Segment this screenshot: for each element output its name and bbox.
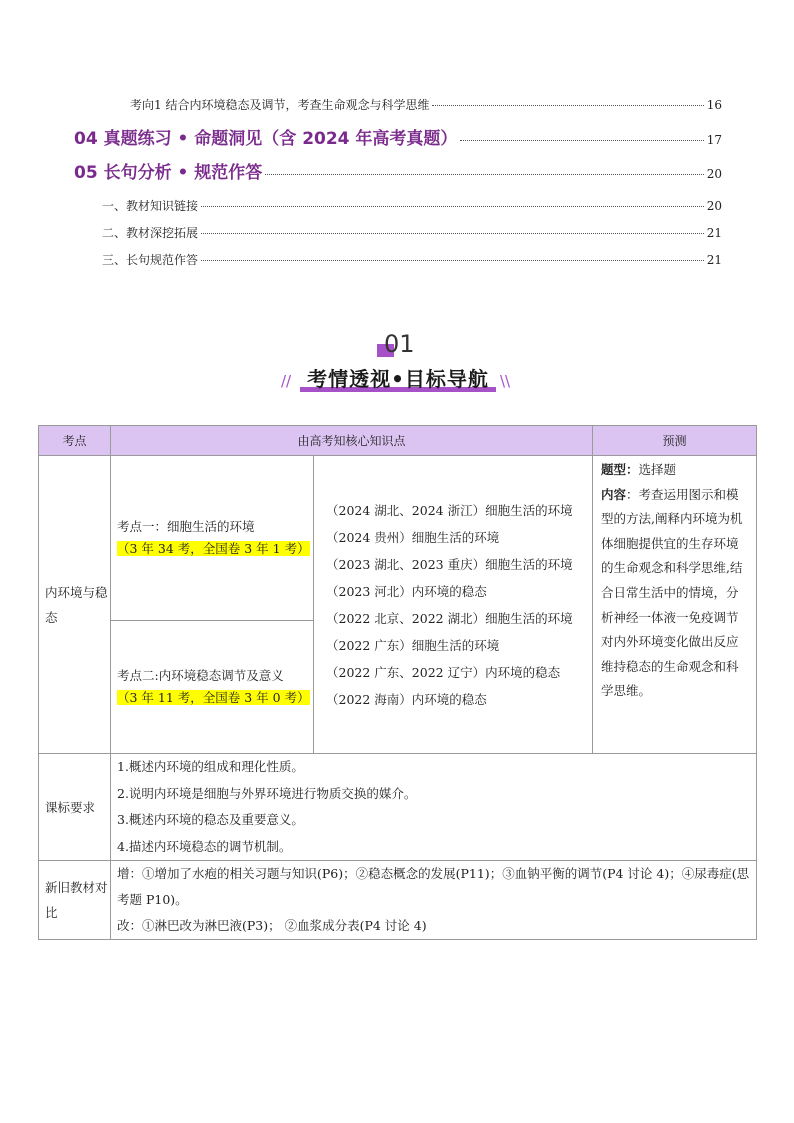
table-row bbox=[39, 456, 757, 621]
exam-item: （2022 海南）内环境的稳态 bbox=[326, 691, 487, 707]
header-topic: 考点 bbox=[39, 426, 111, 456]
exam-item: （2023 湖北、2023 重庆）细胞生活的环境 bbox=[326, 556, 573, 572]
toc-item-label: 二、教材深挖拓展 bbox=[102, 226, 199, 240]
exam-item: （2022 广东、2022 辽宁）内环境的稳态 bbox=[326, 664, 561, 680]
exam-overview-table bbox=[38, 425, 757, 940]
exam-list bbox=[314, 456, 593, 754]
toc-section-05[interactable] bbox=[74, 158, 722, 183]
toc-subitem-label: 考向1 结合内环境稳态及调节，考查生命观念与科学思维 bbox=[130, 98, 430, 112]
exam-item: （2024 湖北、2024 浙江）细胞生活的环境 bbox=[326, 502, 573, 518]
topic-label: 内环境与稳态 bbox=[45, 584, 108, 625]
compare-cell bbox=[111, 861, 757, 940]
requirement-item: 2.说明内环境是细胞与外界环境进行物质交换的媒介。 bbox=[117, 785, 417, 801]
toc-page-number: 20 bbox=[706, 199, 722, 213]
toc-page-number: 21 bbox=[706, 253, 722, 267]
right-slash-decoration: \\ bbox=[500, 372, 511, 390]
toc-leader-dots bbox=[265, 174, 703, 175]
knowledge-point-1 bbox=[111, 456, 314, 621]
kd1-stat: （3 年 34 考，全国卷 3 年 1 考） bbox=[117, 541, 310, 556]
compare-label-cell bbox=[39, 861, 111, 940]
compare-changed: 改：①淋巴改为淋巴液(P3)； ②血浆成分表(P4 讨论 4) bbox=[117, 918, 427, 933]
toc-leader-dots bbox=[201, 233, 704, 234]
toc-page-number: 21 bbox=[706, 226, 722, 240]
requirement-item: 1.概述内环境的组成和理化性质。 bbox=[117, 759, 304, 774]
requirement-item: 4.描述内环境稳态的调节机制。 bbox=[117, 838, 292, 854]
requirement-item: 3.概述内环境的稳态及重要意义。 bbox=[117, 812, 304, 827]
exam-item: （2023 河北）内环境的稳态 bbox=[326, 583, 487, 599]
toc-page-number: 17 bbox=[706, 133, 722, 147]
header-knowledge: 由高考知核心知识点 bbox=[111, 426, 593, 456]
toc-item-label: 三、长句规范作答 bbox=[102, 253, 199, 267]
section-number: 01 bbox=[384, 330, 415, 358]
left-slash-decoration: // bbox=[281, 372, 292, 390]
prediction-cell bbox=[593, 456, 757, 754]
prediction-type-label: 题型： bbox=[601, 462, 639, 477]
table-row bbox=[39, 861, 757, 940]
kd1-title: 考点一：细胞生活的环境 bbox=[117, 519, 255, 534]
exam-item: （2022 北京、2022 湖北）细胞生活的环境 bbox=[326, 610, 573, 626]
table-header-row bbox=[39, 426, 757, 456]
exam-item: （2024 贵州）细胞生活的环境 bbox=[326, 529, 500, 545]
kd2-stat: （3 年 11 考，全国卷 3 年 0 考） bbox=[117, 690, 310, 705]
toc-leader-dots bbox=[432, 105, 703, 106]
toc-page-number: 20 bbox=[706, 167, 722, 181]
toc-item[interactable] bbox=[102, 197, 722, 214]
prediction-content-label: 内容 bbox=[601, 486, 627, 502]
prediction-content-value: ：考查运用图示和模型的方法,阐释内环境为机体细胞提供宜的生存环境的生命观念和科学思维,结合日常生活中的情境，分析神经一体液一免疫调节对内外环境变化做出反应维持稳态的生命观念和科学思维。 bbox=[601, 486, 743, 699]
toc-item[interactable] bbox=[102, 224, 722, 241]
toc-page-number: 16 bbox=[706, 98, 722, 112]
toc-item-label: 一、教材知识链接 bbox=[102, 199, 199, 213]
section-title: 考情透视•目标导航 bbox=[307, 367, 489, 391]
toc-leader-dots bbox=[201, 260, 704, 261]
requirements-cell bbox=[111, 754, 757, 861]
topic-cell bbox=[39, 456, 111, 754]
compare-label: 新旧教材对比 bbox=[45, 880, 108, 920]
exam-item: （2022 广东）细胞生活的环境 bbox=[326, 637, 500, 653]
compare-added: 增：①增加了水疱的相关习题与知识(P6)；②稳态概念的发展(P11)；③血钠平衡的调节(P4 讨论 4)；④尿毒症(思考题 P10)。 bbox=[117, 866, 750, 907]
knowledge-point-2 bbox=[111, 621, 314, 754]
table-row bbox=[39, 754, 757, 861]
toc-item[interactable] bbox=[102, 251, 722, 268]
toc-leader-dots bbox=[460, 140, 703, 141]
requirements-label: 课标要求 bbox=[45, 799, 96, 815]
requirements-label-cell bbox=[39, 754, 111, 861]
toc-section-label: 05 长句分析 • 规范作答 bbox=[74, 163, 263, 183]
toc-subitem[interactable] bbox=[130, 96, 722, 113]
header-prediction: 预测 bbox=[593, 426, 757, 456]
kd2-title: 考点二:内环境稳态调节及意义 bbox=[117, 668, 284, 683]
toc-leader-dots bbox=[201, 206, 704, 207]
prediction-type-value: 选择题 bbox=[638, 462, 677, 477]
toc-section-label: 04 真题练习 • 命题洞见（含 2024 年高考真题） bbox=[74, 129, 458, 149]
toc-section-04[interactable] bbox=[74, 124, 722, 149]
